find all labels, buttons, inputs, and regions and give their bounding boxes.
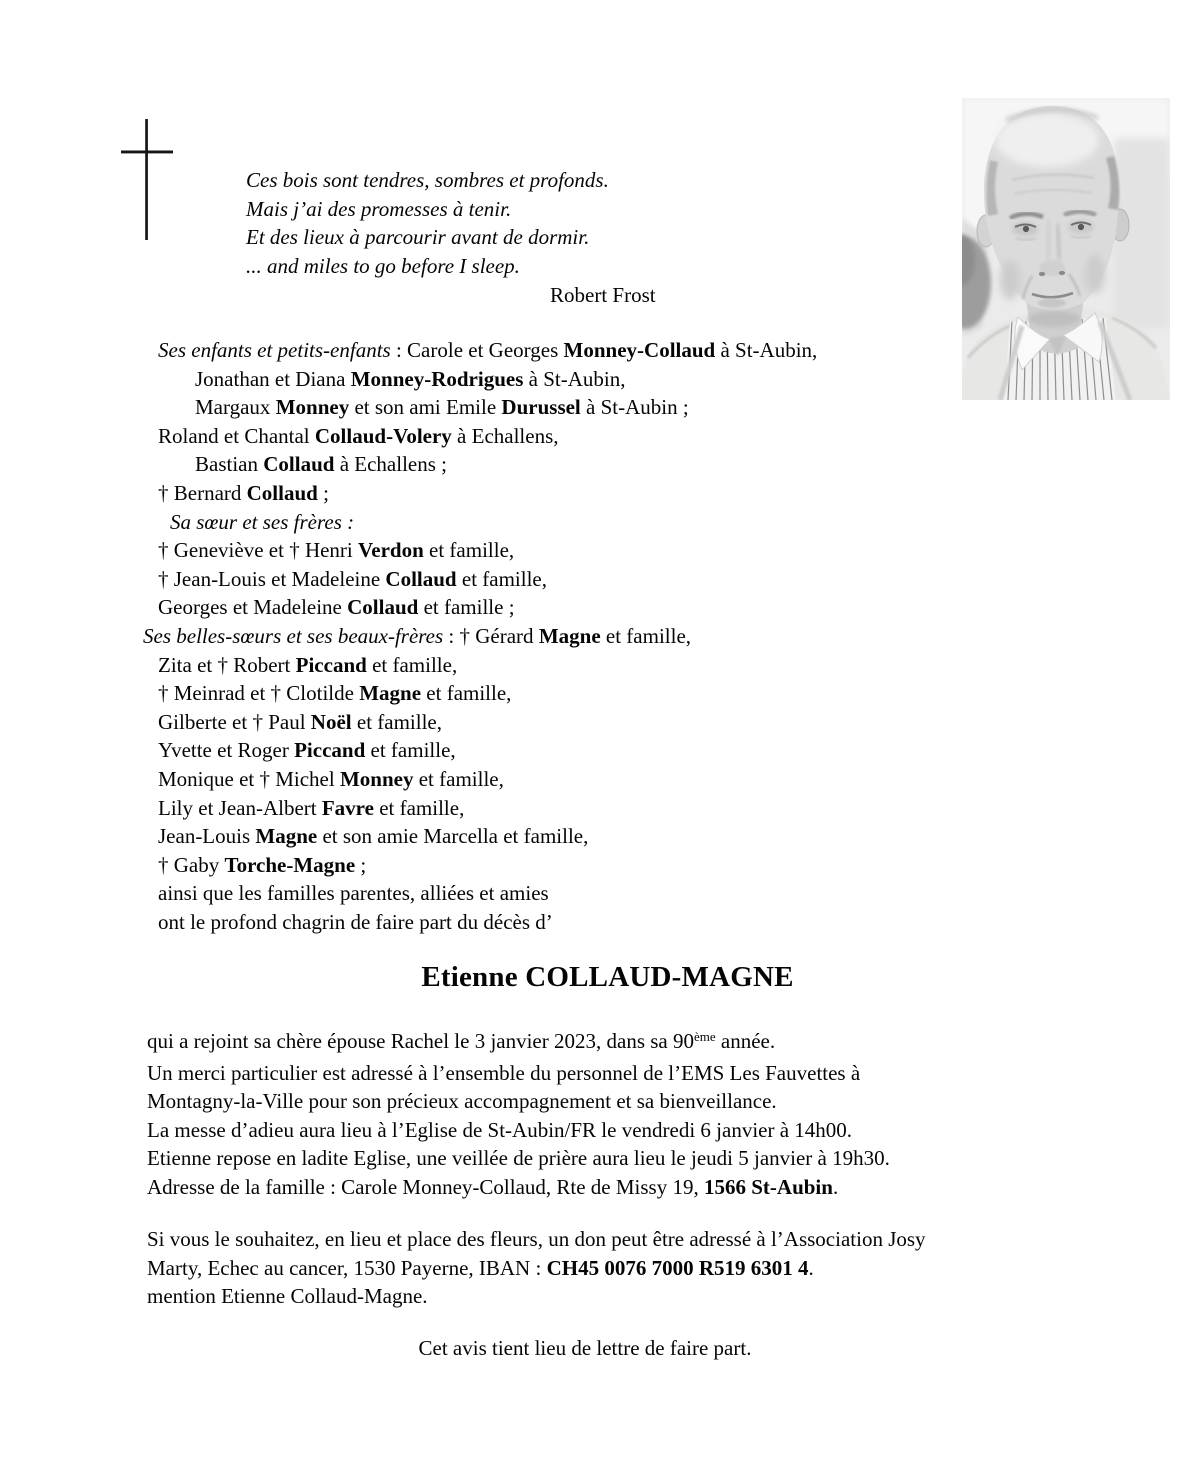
portrait-photo xyxy=(962,98,1170,400)
family-line: Ses belles-sœurs et ses beaux-frères : † Gérard Magne et famille, xyxy=(143,623,692,648)
closing-note: Cet avis tient lieu de lettre de faire part. xyxy=(418,1336,752,1360)
deceased-name: Etienne COLLAUD-MAGNE xyxy=(421,961,794,993)
donation-line: Si vous le souhaitez, en lieu et place des fleurs, un don peut être adressé à l’Association Josy xyxy=(147,1227,926,1251)
family-line: Sa sœur et ses frères : xyxy=(170,509,355,534)
announcement-line: Etienne repose en ladite Eglise, une veillée de prière aura lieu le jeudi 5 janvier à 19h30. xyxy=(147,1146,890,1171)
poem-line: ... and miles to go before I sleep. xyxy=(246,253,520,278)
family-list xyxy=(143,336,817,936)
announcement-line: Un merci particulier est adressé à l’ensemble du personnel de l’EMS Les Fauvettes à xyxy=(147,1060,861,1085)
announcement-line: Montagny-la-Ville pour son précieux accompagnement et sa bienveillance. xyxy=(147,1089,777,1114)
memorial-poem xyxy=(246,166,609,280)
family-line: † Bernard Collaud ; xyxy=(158,480,329,505)
donation-line: mention Etienne Collaud-Magne. xyxy=(147,1284,428,1309)
family-line: ont le profond chagrin de faire part du décès d’ xyxy=(158,909,553,934)
poem-attribution: Robert Frost xyxy=(550,283,656,307)
family-line: Georges et Madeleine Collaud et famille ; xyxy=(158,595,515,620)
announcement-line: Adresse de la famille : Carole Monney-Collaud, Rte de Missy 19, 1566 St-Aubin. xyxy=(147,1174,839,1199)
announcement xyxy=(147,1027,890,1202)
family-line: Margaux Monney et son ami Emile Durussel à St-Aubin ; xyxy=(195,395,689,420)
announcement-line: La messe d’adieu aura lieu à l’Eglise de St-Aubin/FR le vendredi 6 janvier à 14h00. xyxy=(147,1117,853,1142)
family-line: Zita et † Robert Piccand et famille, xyxy=(158,652,458,677)
poem-line: Ces bois sont tendres, sombres et profonds. xyxy=(246,168,609,192)
donation-info xyxy=(147,1225,926,1311)
family-line: ainsi que les familles parentes, alliées et amies xyxy=(158,881,549,906)
announcement-line: qui a rejoint sa chère épouse Rachel le 3 janvier 2023, dans sa 90ème année. xyxy=(147,1029,776,1053)
poem-line: Et des lieux à parcourir avant de dormir. xyxy=(246,225,590,249)
poem-line: Mais j’ai des promesses à tenir. xyxy=(246,196,512,221)
cross-icon xyxy=(121,119,173,240)
family-line: Gilberte et † Paul Noël et famille, xyxy=(158,709,443,734)
donation-line: Marty, Echec au cancer, 1530 Payerne, IBAN : CH45 0076 7000 R519 6301 4. xyxy=(147,1255,814,1280)
family-line: Ses enfants et petits-enfants : Carole et Georges Monney-Collaud à St-Aubin, xyxy=(158,338,818,362)
family-line: Jonathan et Diana Monney-Rodrigues à St-Aubin, xyxy=(195,366,626,391)
family-line: † Gaby Torche-Magne ; xyxy=(158,852,367,877)
family-line: † Meinrad et † Clotilde Magne et famille, xyxy=(158,681,512,706)
family-line: † Jean-Louis et Madeleine Collaud et famille, xyxy=(158,566,548,591)
family-line: Monique et † Michel Monney et famille, xyxy=(158,766,504,791)
family-line: † Geneviève et † Henri Verdon et famille, xyxy=(158,538,515,563)
family-line: Roland et Chantal Collaud-Volery à Echallens, xyxy=(158,423,559,448)
family-line: Lily et Jean-Albert Favre et famille, xyxy=(158,795,465,820)
family-line: Yvette et Roger Piccand et famille, xyxy=(158,738,456,763)
family-line: Jean-Louis Magne et son amie Marcella et famille, xyxy=(158,824,589,849)
family-line: Bastian Collaud à Echallens ; xyxy=(195,452,447,477)
